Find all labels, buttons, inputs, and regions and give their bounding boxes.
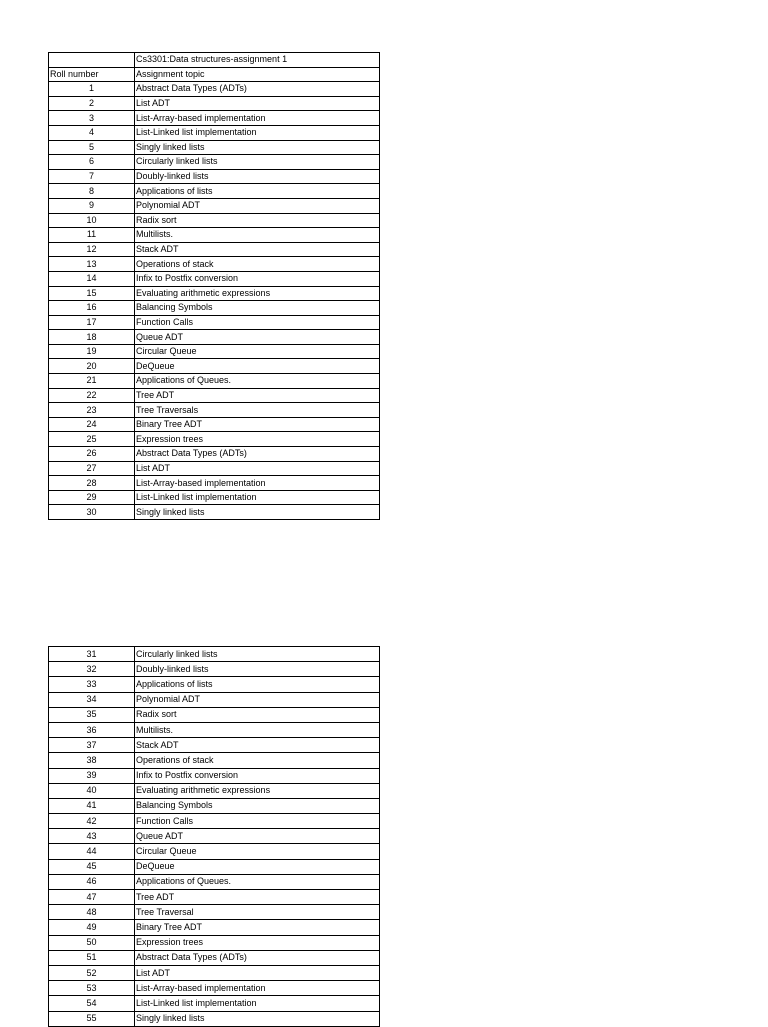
- roll-number-cell: 53: [49, 981, 135, 996]
- roll-number-cell: 5: [49, 140, 135, 155]
- title-roll-cell: [49, 53, 135, 68]
- roll-number-cell: 19: [49, 344, 135, 359]
- table-row: [49, 905, 380, 920]
- roll-number-cell: 42: [49, 814, 135, 829]
- assignment-topic-cell: Applications of Queues.: [135, 374, 380, 389]
- table-row: [49, 783, 380, 798]
- roll-number-cell: 22: [49, 388, 135, 403]
- table-row: [49, 950, 380, 965]
- table-row: [49, 301, 380, 316]
- table-row: [49, 330, 380, 345]
- table-row: [49, 198, 380, 213]
- roll-number-cell: 30: [49, 505, 135, 520]
- roll-number-cell: 40: [49, 783, 135, 798]
- table-row: [49, 155, 380, 170]
- assignment-topic-cell: Multilists.: [135, 722, 380, 737]
- table-row: [49, 96, 380, 111]
- roll-number-cell: 29: [49, 490, 135, 505]
- assignment-topic-cell: Queue ADT: [135, 330, 380, 345]
- assignment-topic-cell: Radix sort: [135, 213, 380, 228]
- assignment-topic-cell: Circular Queue: [135, 344, 380, 359]
- table-row: [49, 935, 380, 950]
- roll-number-cell: 12: [49, 242, 135, 257]
- assignment-topic-cell: Abstract Data Types (ADTs): [135, 950, 380, 965]
- roll-number-cell: 46: [49, 874, 135, 889]
- roll-number-cell: 33: [49, 677, 135, 692]
- assignment-topic-cell: DeQueue: [135, 359, 380, 374]
- table-row: [49, 890, 380, 905]
- assignment-topic-cell: Expression trees: [135, 935, 380, 950]
- assignment-topic-cell: Expression trees: [135, 432, 380, 447]
- table-row: [49, 228, 380, 243]
- table-row: [49, 844, 380, 859]
- roll-number-cell: 6: [49, 155, 135, 170]
- roll-number-cell: 37: [49, 738, 135, 753]
- table-row: [49, 213, 380, 228]
- assignment-topic-cell: Operations of stack: [135, 753, 380, 768]
- table-row: [49, 647, 380, 662]
- roll-number-cell: 27: [49, 461, 135, 476]
- roll-number-cell: 23: [49, 403, 135, 418]
- assignment-topic-cell: Doubly-linked lists: [135, 662, 380, 677]
- roll-number-cell: 44: [49, 844, 135, 859]
- roll-number-cell: 17: [49, 315, 135, 330]
- roll-number-cell: 54: [49, 996, 135, 1011]
- roll-number-cell: 16: [49, 301, 135, 316]
- assignment-topic-cell: Singly linked lists: [135, 1011, 380, 1026]
- roll-number-cell: 51: [49, 950, 135, 965]
- roll-number-cell: 8: [49, 184, 135, 199]
- roll-number-cell: 49: [49, 920, 135, 935]
- table-row: [49, 965, 380, 980]
- table-row: [49, 505, 380, 520]
- roll-number-cell: 24: [49, 417, 135, 432]
- roll-number-cell: 15: [49, 286, 135, 301]
- assignment-topic-cell: Balancing Symbols: [135, 301, 380, 316]
- roll-number-cell: 35: [49, 707, 135, 722]
- roll-number-cell: 50: [49, 935, 135, 950]
- assignment-topic-cell: Function Calls: [135, 315, 380, 330]
- roll-number-cell: 26: [49, 447, 135, 462]
- assignment-topic-cell: Queue ADT: [135, 829, 380, 844]
- table-row: [49, 184, 380, 199]
- table-row: [49, 920, 380, 935]
- assignment-topic-cell: Circularly linked lists: [135, 155, 380, 170]
- assignment-topic-cell: Polynomial ADT: [135, 198, 380, 213]
- assignment-topic-cell: Singly linked lists: [135, 140, 380, 155]
- assignment-topic-cell: List ADT: [135, 965, 380, 980]
- table-row: [49, 996, 380, 1011]
- roll-number-cell: 13: [49, 257, 135, 272]
- assignment-topic-cell: List-Array-based implementation: [135, 111, 380, 126]
- assignment-topic-cell: Balancing Symbols: [135, 798, 380, 813]
- table-row: [49, 403, 380, 418]
- assignment-topic-cell: Radix sort: [135, 707, 380, 722]
- roll-number-cell: 20: [49, 359, 135, 374]
- roll-number-cell: 25: [49, 432, 135, 447]
- assignment-topic-cell: Tree ADT: [135, 890, 380, 905]
- roll-number-cell: 39: [49, 768, 135, 783]
- assignment-topic-cell: Abstract Data Types (ADTs): [135, 82, 380, 97]
- roll-number-cell: 32: [49, 662, 135, 677]
- table-row: [49, 874, 380, 889]
- roll-number-cell: 11: [49, 228, 135, 243]
- assignment-table-2-body: [49, 647, 380, 1027]
- assignment-topic-cell: List ADT: [135, 461, 380, 476]
- assignment-table-1-body: [49, 53, 380, 520]
- assignment-topic-cell: Infix to Postfix conversion: [135, 768, 380, 783]
- roll-number-header: Roll number: [49, 67, 135, 82]
- table-row: [49, 476, 380, 491]
- roll-number-cell: 28: [49, 476, 135, 491]
- assignment-topic-cell: Stack ADT: [135, 738, 380, 753]
- table-row: [49, 768, 380, 783]
- assignment-topic-cell: Binary Tree ADT: [135, 417, 380, 432]
- header-row: [49, 67, 380, 82]
- roll-number-cell: 47: [49, 890, 135, 905]
- table-row: [49, 461, 380, 476]
- assignment-topic-cell: List-Linked list implementation: [135, 996, 380, 1011]
- assignment-topic-cell: Abstract Data Types (ADTs): [135, 447, 380, 462]
- assignment-topic-cell: Function Calls: [135, 814, 380, 829]
- assignment-table-1: [48, 52, 380, 520]
- roll-number-cell: 4: [49, 125, 135, 140]
- assignment-topic-header: Assignment topic: [135, 67, 380, 82]
- assignment-topic-cell: Singly linked lists: [135, 505, 380, 520]
- assignment-topic-cell: Evaluating arithmetic expressions: [135, 286, 380, 301]
- roll-number-cell: 9: [49, 198, 135, 213]
- roll-number-cell: 10: [49, 213, 135, 228]
- table-row: [49, 829, 380, 844]
- table-row: [49, 359, 380, 374]
- table-row: [49, 111, 380, 126]
- table-row: [49, 286, 380, 301]
- assignment-topic-cell: Tree ADT: [135, 388, 380, 403]
- table-row: [49, 344, 380, 359]
- roll-number-cell: 43: [49, 829, 135, 844]
- table-row: [49, 707, 380, 722]
- assignment-topic-cell: Tree Traversals: [135, 403, 380, 418]
- assignment-topic-cell: Applications of lists: [135, 184, 380, 199]
- assignment-topic-cell: Infix to Postfix conversion: [135, 271, 380, 286]
- table-row: [49, 257, 380, 272]
- assignment-topic-cell: Multilists.: [135, 228, 380, 243]
- assignment-topic-cell: List ADT: [135, 96, 380, 111]
- roll-number-cell: 2: [49, 96, 135, 111]
- roll-number-cell: 55: [49, 1011, 135, 1026]
- table-row: [49, 859, 380, 874]
- assignment-topic-cell: Circular Queue: [135, 844, 380, 859]
- assignment-topic-cell: Doubly-linked lists: [135, 169, 380, 184]
- assignment-topic-cell: List-Linked list implementation: [135, 125, 380, 140]
- assignment-topic-cell: Tree Traversal: [135, 905, 380, 920]
- table-row: [49, 447, 380, 462]
- roll-number-cell: 1: [49, 82, 135, 97]
- table-row: [49, 677, 380, 692]
- roll-number-cell: 41: [49, 798, 135, 813]
- roll-number-cell: 3: [49, 111, 135, 126]
- title-row: [49, 53, 380, 68]
- assignment-table-2: [48, 646, 380, 1027]
- roll-number-cell: 45: [49, 859, 135, 874]
- table-row: [49, 814, 380, 829]
- roll-number-cell: 7: [49, 169, 135, 184]
- assignment-topic-cell: Stack ADT: [135, 242, 380, 257]
- assignment-topic-cell: Applications of Queues.: [135, 874, 380, 889]
- assignment-topic-cell: Polynomial ADT: [135, 692, 380, 707]
- table-row: [49, 738, 380, 753]
- table-row: [49, 388, 380, 403]
- roll-number-cell: 31: [49, 647, 135, 662]
- assignment-topic-cell: List-Linked list implementation: [135, 490, 380, 505]
- table-row: [49, 315, 380, 330]
- table-row: [49, 374, 380, 389]
- roll-number-cell: 36: [49, 722, 135, 737]
- table-row: [49, 271, 380, 286]
- roll-number-cell: 52: [49, 965, 135, 980]
- table-row: [49, 981, 380, 996]
- table-row: [49, 140, 380, 155]
- table-row: [49, 417, 380, 432]
- assignment-topic-cell: Evaluating arithmetic expressions: [135, 783, 380, 798]
- assignment-topic-cell: List-Array-based implementation: [135, 981, 380, 996]
- table-row: [49, 662, 380, 677]
- roll-number-cell: 18: [49, 330, 135, 345]
- roll-number-cell: 21: [49, 374, 135, 389]
- table-row: [49, 432, 380, 447]
- table-row: [49, 753, 380, 768]
- table-row: [49, 169, 380, 184]
- roll-number-cell: 38: [49, 753, 135, 768]
- table-row: [49, 125, 380, 140]
- roll-number-cell: 34: [49, 692, 135, 707]
- sheet-title: Cs3301:Data structures-assignment 1: [135, 53, 380, 68]
- table-row: [49, 692, 380, 707]
- table-row: [49, 490, 380, 505]
- assignment-topic-cell: Operations of stack: [135, 257, 380, 272]
- table-row: [49, 82, 380, 97]
- roll-number-cell: 14: [49, 271, 135, 286]
- assignment-topic-cell: Binary Tree ADT: [135, 920, 380, 935]
- table-row: [49, 242, 380, 257]
- table-row: [49, 798, 380, 813]
- roll-number-cell: 48: [49, 905, 135, 920]
- assignment-topic-cell: DeQueue: [135, 859, 380, 874]
- table-row: [49, 722, 380, 737]
- assignment-topic-cell: Circularly linked lists: [135, 647, 380, 662]
- assignment-topic-cell: List-Array-based implementation: [135, 476, 380, 491]
- assignment-topic-cell: Applications of lists: [135, 677, 380, 692]
